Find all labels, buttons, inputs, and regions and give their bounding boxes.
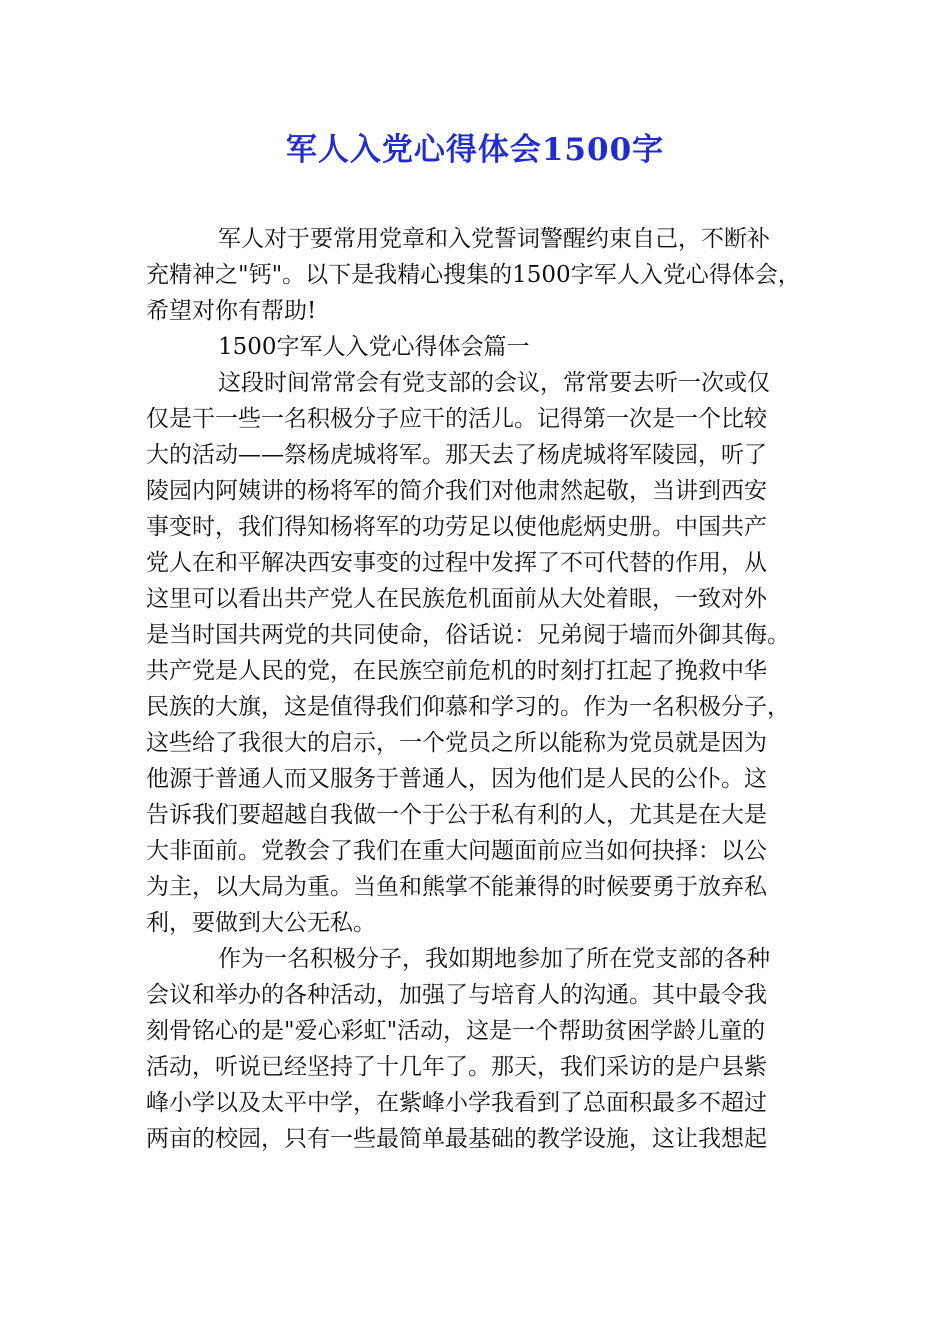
text-line: 仅是干一些一名积极分子应干的活儿。记得第一次是一个比较 xyxy=(146,406,767,432)
text-line: 峰小学以及太平中学，在紫峰小学我看到了总面积最多不超过 xyxy=(146,1090,767,1116)
text-line: 共产党是人民的党，在民族空前危机的时刻打扛起了挽救中华 xyxy=(146,658,767,684)
text-line: 两亩的校园，只有一些最简单最基础的教学设施，这让我想起 xyxy=(146,1126,767,1152)
text-line: 这些给了我很大的启示，一个党员之所以能称为党员就是因为 xyxy=(146,730,767,756)
text-line: 作为一名积极分子，我如期地参加了所在党支部的各种 xyxy=(218,946,770,972)
text-line: 事变时，我们得知杨将军的功劳足以使他彪炳史册。中国共产 xyxy=(146,514,767,540)
text-line: 党人在和平解决西安事变的过程中发挥了不可代替的作用，从 xyxy=(146,550,767,576)
text-line: 这里可以看出共产党人在民族危机面前从大处着眼，一致对外 xyxy=(146,586,767,612)
text-line: 告诉我们要超越自我做一个于公于私有利的人，尤其是在大是 xyxy=(146,802,767,828)
text-line: 他源于普通人而又服务于普通人，因为他们是人民的公仆。这 xyxy=(146,766,767,792)
text-line: 活动，听说已经坚持了十几年了。那天，我们采访的是户县紫 xyxy=(146,1054,767,1080)
text-line: 会议和举办的各种活动，加强了与培育人的沟通。其中最令我 xyxy=(146,982,767,1008)
text-line: 为主，以大局为重。当鱼和熊掌不能兼得的时候要勇于放弃私 xyxy=(146,874,767,900)
text-line: 这段时间常常会有党支部的会议，常常要去听一次或仅 xyxy=(218,370,770,396)
text-line: 陵园内阿姨讲的杨将军的简介我们对他肃然起敬，当讲到西安 xyxy=(146,478,767,504)
text-line: 希望对你有帮助! xyxy=(146,298,317,324)
text-line: 利，要做到大公无私。 xyxy=(146,910,376,936)
text-line: 民族的大旗，这是值得我们仰慕和学习的。作为一名积极分子， xyxy=(146,694,790,720)
text-line: 是当时国共两党的共同使命，俗话说：兄弟阋于墙而外御其侮。 xyxy=(146,622,790,648)
text-line: 充精神之"钙"。以下是我精心搜集的1500字军人入党心得体会， xyxy=(146,262,801,288)
text-line: 大的活动——祭杨虎城将军。那天去了杨虎城将军陵园，听了 xyxy=(146,442,767,468)
text-line: 大非面前。党教会了我们在重大问题面前应当如何抉择：以公 xyxy=(146,838,767,864)
text-line: 刻骨铭心的是"爱心彩虹"活动，这是一个帮助贫困学龄儿童的 xyxy=(146,1018,766,1044)
document-body xyxy=(146,221,816,1157)
document-title: 军人入党心得体会1500字 xyxy=(285,132,665,168)
text-line: 军人对于要常用党章和入党誓词警醒约束自己，不断补 xyxy=(218,226,770,252)
text-line: 1500字军人入党心得体会篇一 xyxy=(218,334,530,360)
